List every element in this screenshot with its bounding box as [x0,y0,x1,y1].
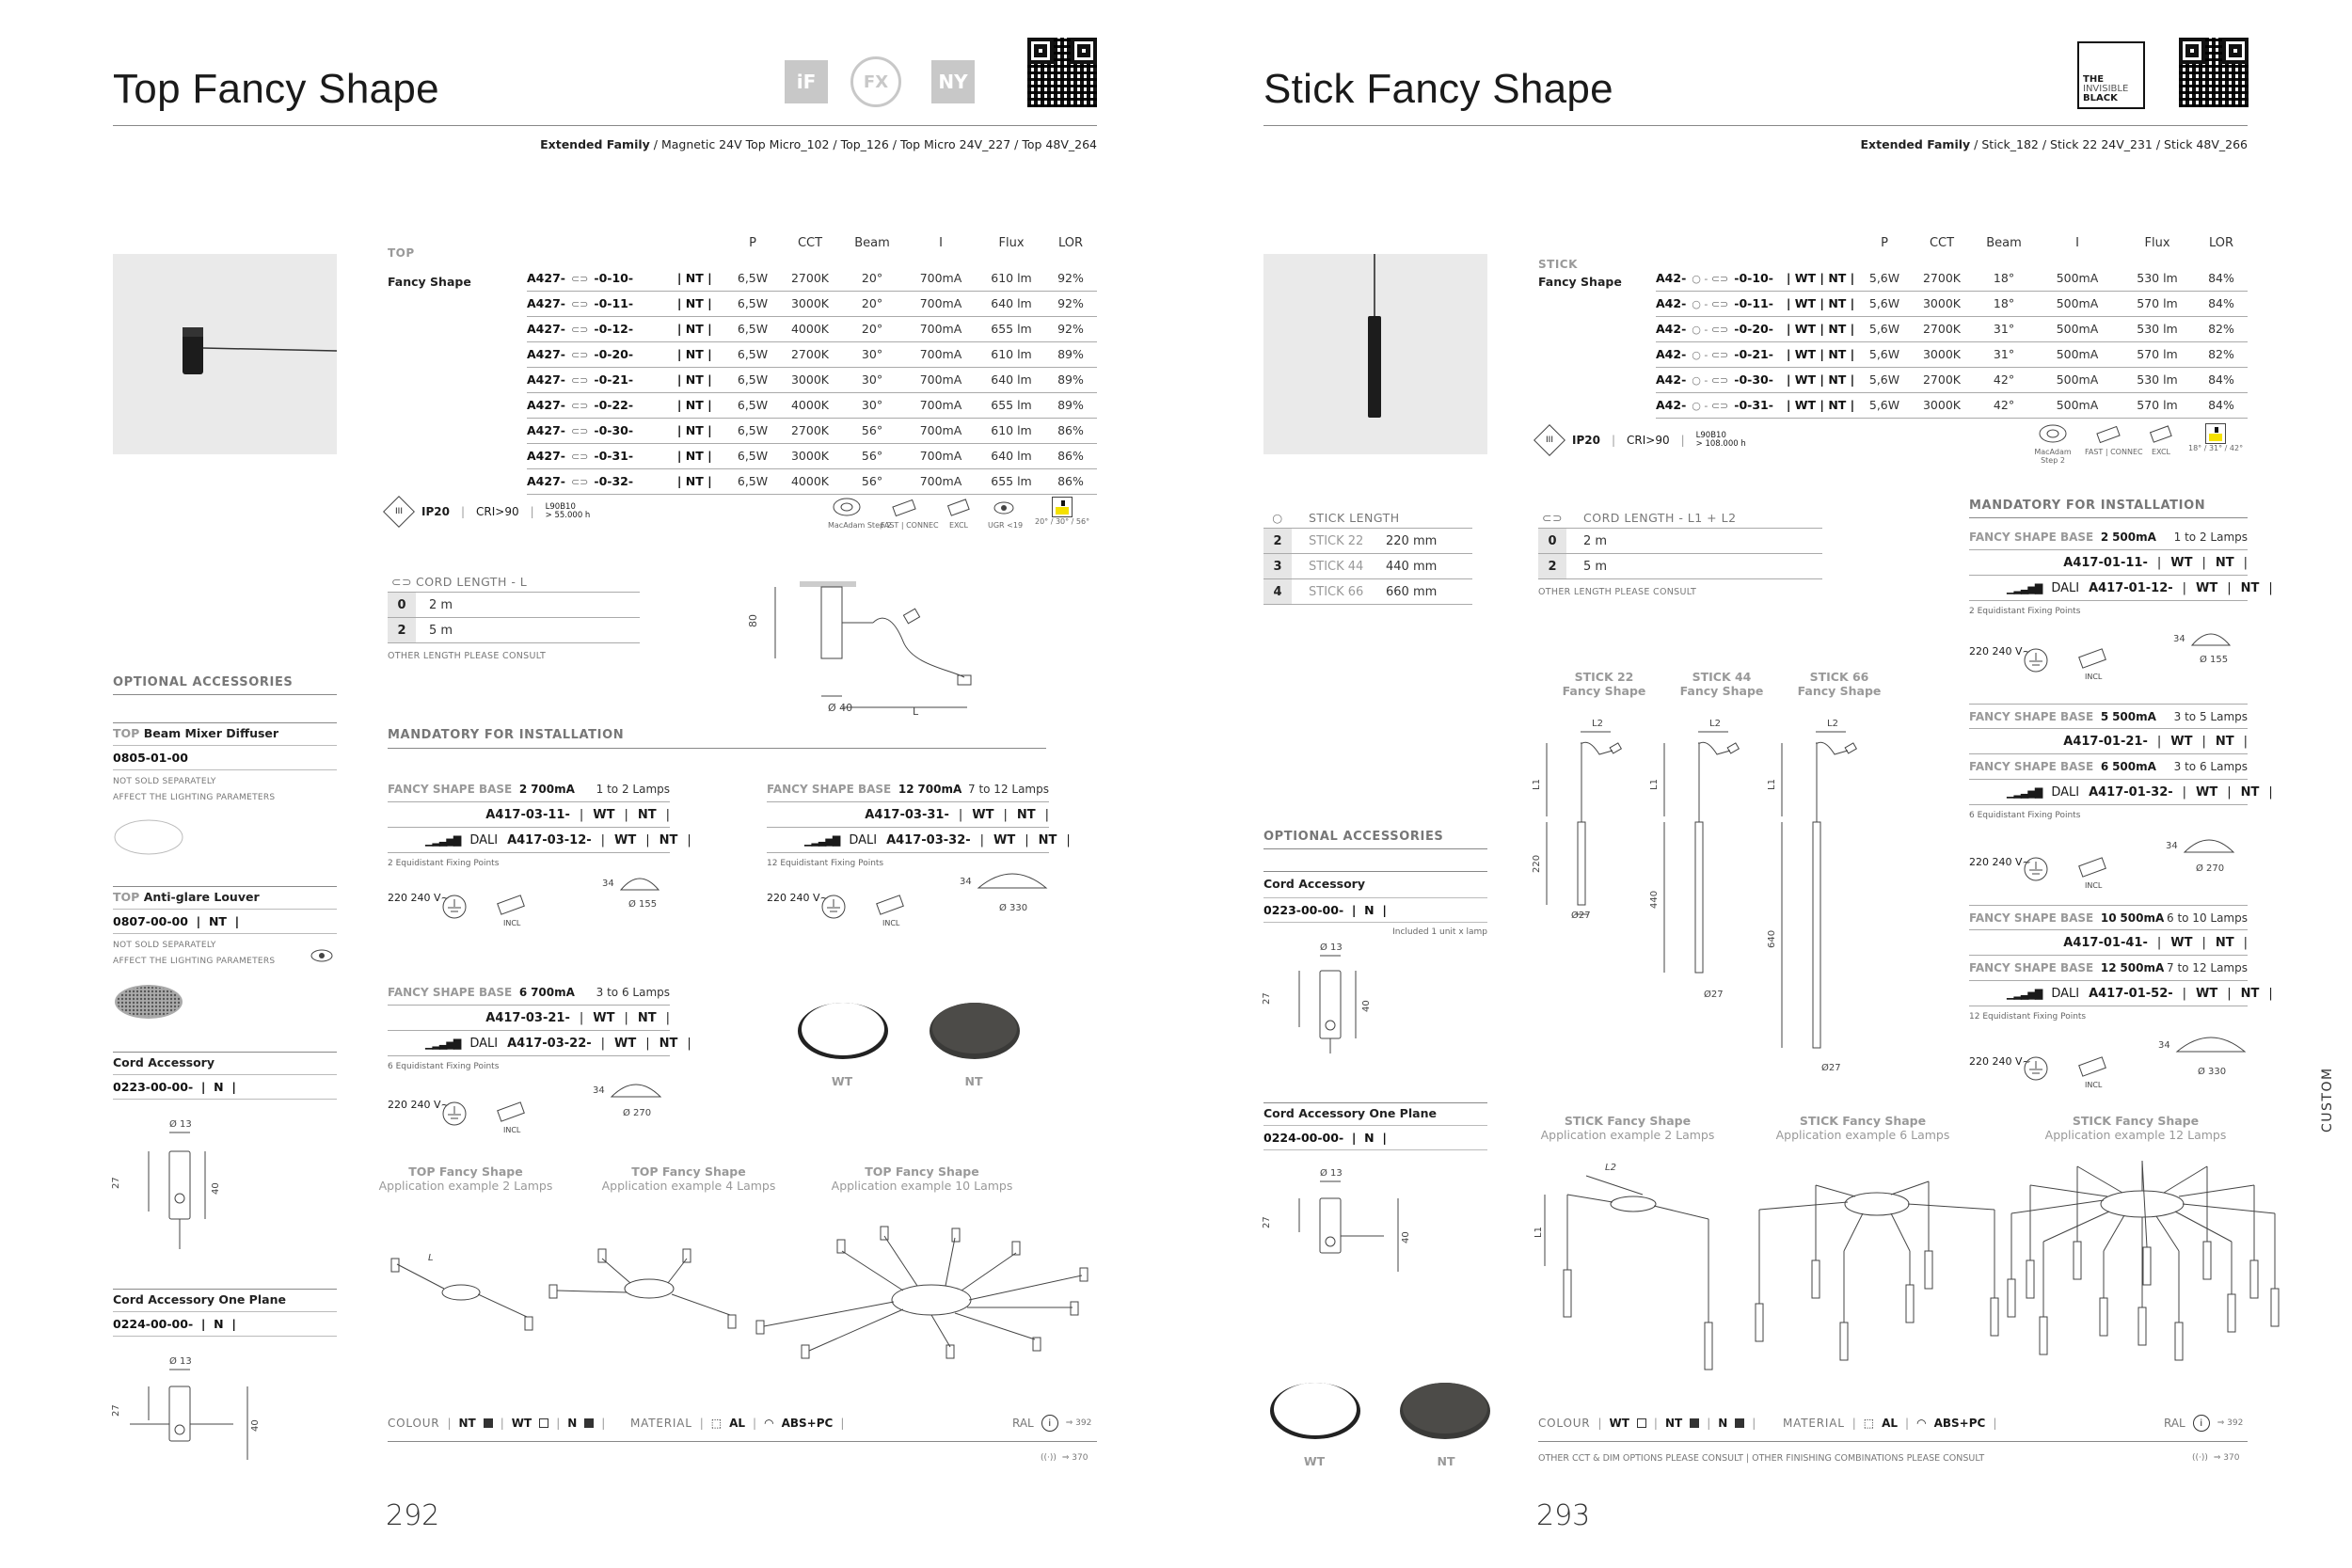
svg-text:Ø27: Ø27 [1571,911,1591,921]
svg-text:40: 40 [1361,1000,1372,1012]
if-award-badge: iF [785,60,828,103]
table-row[interactable]: A427- ⊂⊃ -0-30- | NT | 6,5W 2700K 56° 700mA 610 lm 86% [527,418,1097,443]
table-row[interactable]: A427- ⊂⊃ -0-12- | NT | 6,5W 4000K 20° 700mA 655 lm 92% [527,316,1097,341]
acc-cord-code: 0223-00-00- | N | [113,1080,236,1094]
acc-cord-one-plane-code: 0224-00-00- | N | [113,1317,236,1331]
column-header: Flux [998,235,1025,250]
acc-beam-mixer: TOP Beam Mixer Diffuser [113,726,279,740]
variant-icon: ○ - ⊂⊃ [1692,298,1729,310]
app-drawing-4 [546,1240,753,1343]
variant-icon: ⊂⊃ [570,425,589,437]
base-block-r10: FANCY SHAPE BASE 10 500mA 6 to 10 Lamps A417-01-41- | WT | NT | [1969,905,2248,956]
wt-label: WT [831,1074,853,1088]
eye-icon [309,946,337,965]
qr-code-left[interactable] [1027,38,1097,107]
macadam-icon [2038,423,2068,444]
svg-text:L1: L1 [1767,779,1777,790]
dim-height: 80 [747,614,759,627]
acc-beam-mixer-code: 0805-01-00 [113,751,188,765]
page-title-left: Top Fancy Shape [113,66,439,112]
acc-cord-one-plane-right: Cord Accessory One Plane [1263,1106,1437,1120]
dim-diameter: Ø 40 [828,702,853,714]
variant-icon: ○ - ⊂⊃ [1692,272,1729,285]
stick-44-label: STICK 44 Fancy Shape [1679,670,1764,698]
table-row[interactable]: A427- ⊂⊃ -0-31- | NT | 6,5W 3000K 56° 700mA 640 lm 86% [527,443,1097,468]
svg-text:34: 34 [960,877,972,887]
svg-text:Ø 13: Ø 13 [1320,942,1343,953]
svg-text:34: 34 [602,879,614,889]
app-drawing-2 [386,1240,555,1343]
variant-icon: ○ - ⊂⊃ [1692,324,1729,336]
ground-and-driver-icons [437,892,626,929]
group-top-label: TOP [388,246,415,260]
fx-award-badge: FX [850,56,901,107]
nt-swatch [1690,1418,1699,1428]
svg-text:27: 27 [111,1177,121,1189]
svg-text:27: 27 [1262,992,1272,1005]
base-block-r12: FANCY SHAPE BASE 12 500mA 7 to 12 Lamps ▁▂▃▅▇ DALI A417-01-52- | WT | NT | 12 Equidistant Fixing Points [1969,956,2248,1022]
svg-text:40: 40 [211,1182,221,1195]
dali-icon: ▁▂▃▅▇ [804,833,840,847]
svg-text:L1: L1 [1532,779,1542,790]
table-row[interactable]: A42- ○ - ⊂⊃ -0-21- | WT | NT | 5,6W 3000K 31° 500mA 570 lm 82% [1656,341,2248,367]
black-base-render-right [1391,1371,1503,1447]
variant-icon: ⊂⊃ [570,298,589,310]
column-header: P [749,235,756,250]
nt-swatch [484,1418,493,1428]
svg-text:Ø 155: Ø 155 [2200,655,2229,665]
stick-66-label: STICK 66 Fancy Shape [1797,670,1882,698]
acc-louver: TOP Anti-glare Louver [113,890,260,904]
abs-pc-icon: ◠ [764,1417,774,1430]
ral-row-left: RAL i ⇒ 392 [1012,1417,1092,1430]
svg-text:440: 440 [1649,890,1660,909]
cord-accessory-drawing-right [1262,941,1375,1072]
cord-one-plane-drawing [111,1354,262,1467]
svg-text:L1: L1 [1649,779,1660,790]
signal-icon: ((·)) [1041,1453,1057,1463]
table-row[interactable]: A42- ○ - ⊂⊃ -0-20- | WT | NT | 5,6W 2700K 31° 500mA 530 lm 82% [1656,316,2248,341]
stick-length-table: ○ STICK LENGTH 2 STICK 22 220 mm 3 STICK 44 440 mm 4 STICK 66 660 mm [1263,508,1472,605]
svg-text:INCL: INCL [882,919,900,927]
variant-icon: ⊂⊃ [570,374,589,387]
voltage-label: 220 240 V~ [1969,645,2031,657]
base-drawing-330-r [2149,1020,2262,1085]
cord-icon: ⊂⊃ [391,575,412,589]
variant-icon: ⊂⊃ [570,349,589,361]
specs-row-left: III IP20 | CRI>90 | L90B10 > 55.000 h [388,500,590,523]
base-block-12: FANCY SHAPE BASE 12 700mA 7 to 12 Lamps A417-03-31- | WT | NT | ▁▂▃▅▇ DALI A417-03-32- | WT | NT | 12 Equidistant Fixing Points [767,777,1049,868]
base-block-r6: FANCY SHAPE BASE 6 500mA 3 to 6 Lamps ▁▂▃▅▇ DALI A417-01-32- | WT | NT | 6 Equidistant Fixing Points [1969,754,2248,820]
stick-66-drawing [1769,717,1872,1084]
dali-icon: ▁▂▃▅▇ [2007,581,2042,594]
invisible-black-badge: THE INVISIBLE BLACK [2077,41,2145,109]
svg-text:Ø 330: Ø 330 [999,903,1028,913]
product-photo-top [113,254,337,454]
wt-label-right: WT [1303,1454,1326,1468]
n-swatch [584,1418,594,1428]
aluminium-icon: ⬚ [1863,1417,1875,1430]
base-drawing-155 [602,865,677,918]
dali-icon: ▁▂▃▅▇ [2007,785,2042,799]
wt-swatch [539,1418,548,1428]
table-row[interactable]: A427- ⊂⊃ -0-11- | NT | 6,5W 3000K 20° 700mA 640 lm 92% [527,291,1097,316]
cord-length-table-left: ⊂⊃ CORD LENGTH - L 0 2 m 2 5 m OTHER LENGTH PLEASE CONSULT [388,572,640,661]
dali-icon: ▁▂▃▅▇ [425,1037,461,1050]
variant-icon: ⊂⊃ [570,324,589,336]
svg-text:40: 40 [250,1419,261,1432]
svg-text:Ø 13: Ø 13 [169,1356,192,1367]
app-example-r2: STICK Fancy Shape Application example 2 Lamps [1540,1114,1715,1142]
colour-row-right: COLOUR | WT | NT | N | [1538,1417,1756,1430]
svg-text:INCL: INCL [503,1126,521,1134]
column-header: P [1881,235,1888,250]
eye-ugr-icon [991,497,1017,517]
group-name-label-right: Fancy Shape [1538,275,1622,289]
material-row-right: MATERIAL | ⬚ AL | ◠ ABS+PC | [1783,1417,1997,1430]
excl-icon [2148,423,2174,444]
acc-cord: Cord Accessory [113,1055,215,1069]
app-drawing-r6 [1750,1157,2004,1383]
base-block-r2: FANCY SHAPE BASE 2 500mA 1 to 2 Lamps A417-01-11- | WT | NT | ▁▂▃▅▇ DALI A417-01-12- | WT | NT | 2 Equidistant Fixing Points [1969,525,2248,616]
cord-icon: ⊂⊃ [1542,511,1563,525]
table-row[interactable]: A42- ○ - ⊂⊃ -0-30- | WT | NT | 5,6W 2700K 42° 500mA 530 lm 84% [1656,367,2248,392]
voltage-label: 220 240 V~ [767,892,829,904]
extended-family-right: Extended Family / Stick_182 / Stick 22 24V_231 / Stick 48V_266 [1860,137,2248,151]
base-drawing-270 [591,1069,685,1125]
acc-cord-one-plane-right-code: 0224-00-00- | N | [1263,1131,1387,1145]
variant-icon: ○ - ⊂⊃ [1692,400,1729,412]
table-row[interactable]: A427- ⊂⊃ -0-22- | NT | 6,5W 4000K 30° 700mA 655 lm 89% [527,392,1097,418]
svg-text:40: 40 [1401,1231,1411,1243]
specs-row-right: III IP20 | CRI>90 | L90B10 > 108.000 h [1538,429,1746,451]
svg-text:INCL: INCL [503,919,521,927]
table-row[interactable]: A427- ⊂⊃ -0-21- | NT | 6,5W 3000K 30° 700mA 640 lm 89% [527,367,1097,392]
voltage-label: 220 240 V~ [1969,856,2031,868]
aluminium-icon: ⬚ [710,1417,723,1430]
diffuser-render [113,814,188,861]
variant-icon: ○ - ⊂⊃ [1692,374,1729,387]
side-tab-custom: CUSTOM [2320,1067,2335,1132]
colour-row-left: COLOUR | NT | WT | N | [388,1417,606,1430]
fast-connect-icon [890,497,920,517]
svg-text:34: 34 [593,1085,605,1096]
table-row[interactable]: A42- ○ - ⊂⊃ -0-31- | WT | NT | 5,6W 3000K 42° 500mA 570 lm 84% [1656,392,2248,418]
app-example-10: TOP Fancy Shape Application example 10 Lamps [831,1164,1013,1193]
product-drawing-left [747,576,1007,726]
svg-text:L2: L2 [1709,719,1721,729]
table-row[interactable]: A427- ⊂⊃ -0-32- | NT | 6,5W 4000K 56° 700mA 655 lm 86% [527,468,1097,494]
info-icon[interactable]: i [2193,1415,2210,1432]
acc-cord-right: Cord Accessory [1263,877,1365,891]
voltage-label: 220 240 V~ [388,1099,450,1111]
stick-22-label: STICK 22 Fancy Shape [1562,670,1646,698]
svg-text:Ø 270: Ø 270 [2196,863,2225,874]
ral-row-right: RAL i ⇒ 392 [2164,1417,2244,1430]
svg-text:INCL: INCL [2085,881,2103,890]
page-number-right: 293 [1536,1499,1591,1532]
dim-length: L [913,705,919,718]
optional-accessories-left: OPTIONAL ACCESSORIES [113,675,294,689]
svg-text:Ø27: Ø27 [1704,990,1724,1000]
base-block-r5: FANCY SHAPE BASE 5 500mA 3 to 5 Lamps A417-01-21- | WT | NT | [1969,704,2248,754]
svg-text:Ø 13: Ø 13 [169,1119,192,1130]
n-swatch [1735,1418,1744,1428]
fast-connect-icon [2094,423,2124,444]
app-example-4: TOP Fancy Shape Application example 4 Lamps [601,1164,776,1193]
beam-angle-icon [2205,423,2226,444]
signal-row-left: ((·)) ⇒ 370 [1041,1453,1089,1463]
product-photo-stick [1263,254,1487,454]
dali-icon: ▁▂▃▅▇ [425,833,461,847]
abs-pc-icon: ◠ [1916,1417,1927,1430]
icon-row-left: MacAdam Step 2 FAST | CONNEC EXCL UGR <19 20° / 30° / 56° [828,497,1089,530]
table-row[interactable]: A427- ⊂⊃ -0-10- | NT | 6,5W 2700K 20° 700mA 610 lm 92% [527,265,1097,291]
app-example-r6: STICK Fancy Shape Application example 6 Lamps [1775,1114,1950,1142]
footer-note: OTHER CCT & DIM OPTIONS PLEASE CONSULT | OTHER FINISHING COMBINATIONS PLEASE CONSULT [1538,1453,1985,1464]
base-block-2: FANCY SHAPE BASE 2 700mA 1 to 2 Lamps A417-03-11- | WT | NT | ▁▂▃▅▇ DALI A417-03-12- | WT | NT | 2 Equidistant Fixing Points [388,777,670,868]
svg-text:INCL: INCL [2085,673,2103,681]
dali-icon: ▁▂▃▅▇ [2007,987,2042,1000]
nt-label-right: NT [1437,1454,1455,1468]
stick-22-drawing [1534,717,1637,942]
app-example-2: TOP Fancy Shape Application example 2 Lamps [378,1164,553,1193]
group-name-label: Fancy Shape [388,275,471,289]
svg-text:L2: L2 [1592,719,1603,729]
column-header: I [939,235,943,250]
app-drawing-r2 [1534,1157,1727,1383]
white-base-render-right [1261,1371,1374,1447]
variant-icon: ⊂⊃ [570,476,589,488]
svg-text:34: 34 [2166,841,2178,851]
mandatory-label-left: MANDATORY FOR INSTALLATION [388,728,625,742]
table-row[interactable]: A42- ○ - ⊂⊃ -0-10- | WT | NT | 5,6W 2700K 18° 500mA 530 lm 84% [1656,265,2248,291]
variant-icon: ⊂⊃ [570,272,589,285]
svg-text:L2: L2 [1827,719,1838,729]
column-header: CCT [797,235,823,250]
variant-icon: ⊂⊃ [570,451,589,463]
svg-text:Ø 330: Ø 330 [2198,1067,2227,1077]
svg-text:Ø27: Ø27 [1821,1063,1841,1073]
svg-text:27: 27 [111,1404,121,1417]
app-drawing-r12 [2006,1157,2279,1383]
variant-icon: ⊂⊃ [570,400,589,412]
column-header: CCT [1929,235,1955,250]
svg-text:34: 34 [2173,634,2185,644]
column-header: Beam [854,235,890,250]
ny-award-badge: NY [931,60,975,103]
variant-icon: ○ - ⊂⊃ [1692,349,1729,361]
svg-text:Ø 13: Ø 13 [1320,1168,1343,1179]
mandatory-label-right: MANDATORY FOR INSTALLATION [1969,499,2206,513]
icon-row-right: MacAdam Step 2 FAST | CONNEC EXCL 18° / 31° / 42° [2034,423,2243,465]
svg-text:34: 34 [2158,1040,2170,1051]
page-title-right: Stick Fancy Shape [1263,66,1613,112]
cord-length-table-right: ⊂⊃ CORD LENGTH - L1 + L2 0 2 m 2 5 m OTHER LENGTH PLEASE CONSULT [1538,508,1822,597]
group-top-label-right: STICK [1538,258,1578,271]
white-base-render [788,991,901,1067]
svg-text:Ø 155: Ø 155 [628,899,658,910]
svg-text:220: 220 [1532,854,1542,873]
column-header: LOR [1057,235,1084,250]
black-base-render [920,991,1033,1067]
qr-code-right[interactable] [2179,38,2249,107]
material-row-left: MATERIAL | ⬚ AL | ◠ ABS+PC | [630,1417,845,1430]
cord-accessory-drawing [111,1117,224,1249]
extended-family-left: Extended Family / Magnetic 24V Top Micro_102 / Top_126 / Top Micro 24V_227 / Top 48V_264 [540,137,1097,151]
acc-cord-one-plane: Cord Accessory One Plane [113,1292,286,1307]
acc-louver-code: 0807-00-00 | NT | [113,914,240,928]
svg-text:L: L [428,1253,434,1263]
table-row[interactable]: A427- ⊂⊃ -0-20- | NT | 6,5W 2700K 30° 700mA 610 lm 89% [527,341,1097,367]
acc-cord-right-code: 0223-00-00- | N | [1263,903,1387,917]
optional-accessories-right: OPTIONAL ACCESSORIES [1263,830,1444,844]
excl-icon [946,497,972,517]
page-number-left: 292 [386,1499,440,1532]
svg-text:L1: L1 [1534,1227,1544,1238]
column-header: Flux [2144,235,2170,250]
nt-label: NT [964,1074,983,1088]
base-drawing-270-r [2164,824,2258,880]
stick-icon: ○ [1272,511,1283,525]
app-drawing-10 [753,1227,1101,1368]
svg-text:INCL: INCL [2085,1081,2103,1089]
spec-table-right [1656,220,2248,419]
acc-cord-note: Included 1 unit x lamp [1392,927,1487,937]
info-icon[interactable]: i [1041,1415,1058,1432]
column-header: I [2075,235,2079,250]
spec-table-left [527,220,1097,495]
svg-text:L2: L2 [1605,1163,1616,1173]
beam-angle-icon [1052,497,1073,517]
signal-row-right: ((·)) ⇒ 370 [2192,1453,2240,1463]
column-header: LOR [2208,235,2234,250]
louver-render [113,978,188,1025]
svg-text:640: 640 [1767,929,1777,948]
svg-text:27: 27 [1262,1216,1272,1228]
base-block-6: FANCY SHAPE BASE 6 700mA 3 to 6 Lamps A417-03-21- | WT | NT | ▁▂▃▅▇ DALI A417-03-22- | WT | NT | 6 Equidistant Fixing Points [388,980,670,1071]
macadam-icon [832,497,862,517]
stick-44-drawing [1651,717,1755,1018]
base-drawing-155-r [2173,621,2249,673]
voltage-label: 220 240 V~ [388,892,450,904]
voltage-label: 220 240 V~ [1969,1055,2031,1068]
table-row[interactable]: A42- ○ - ⊂⊃ -0-11- | WT | NT | 5,6W 3000K 18° 500mA 570 lm 84% [1656,291,2248,316]
svg-text:Ø 270: Ø 270 [623,1108,652,1118]
title-divider [113,125,1097,126]
wt-swatch [1637,1418,1646,1428]
app-example-r12: STICK Fancy Shape Application example 12 Lamps [2044,1114,2227,1142]
base-drawing-330 [950,856,1063,922]
cord-one-plane-drawing-right [1262,1166,1412,1279]
signal-icon: ((·)) [2192,1453,2208,1463]
column-header: Beam [1986,235,2022,250]
